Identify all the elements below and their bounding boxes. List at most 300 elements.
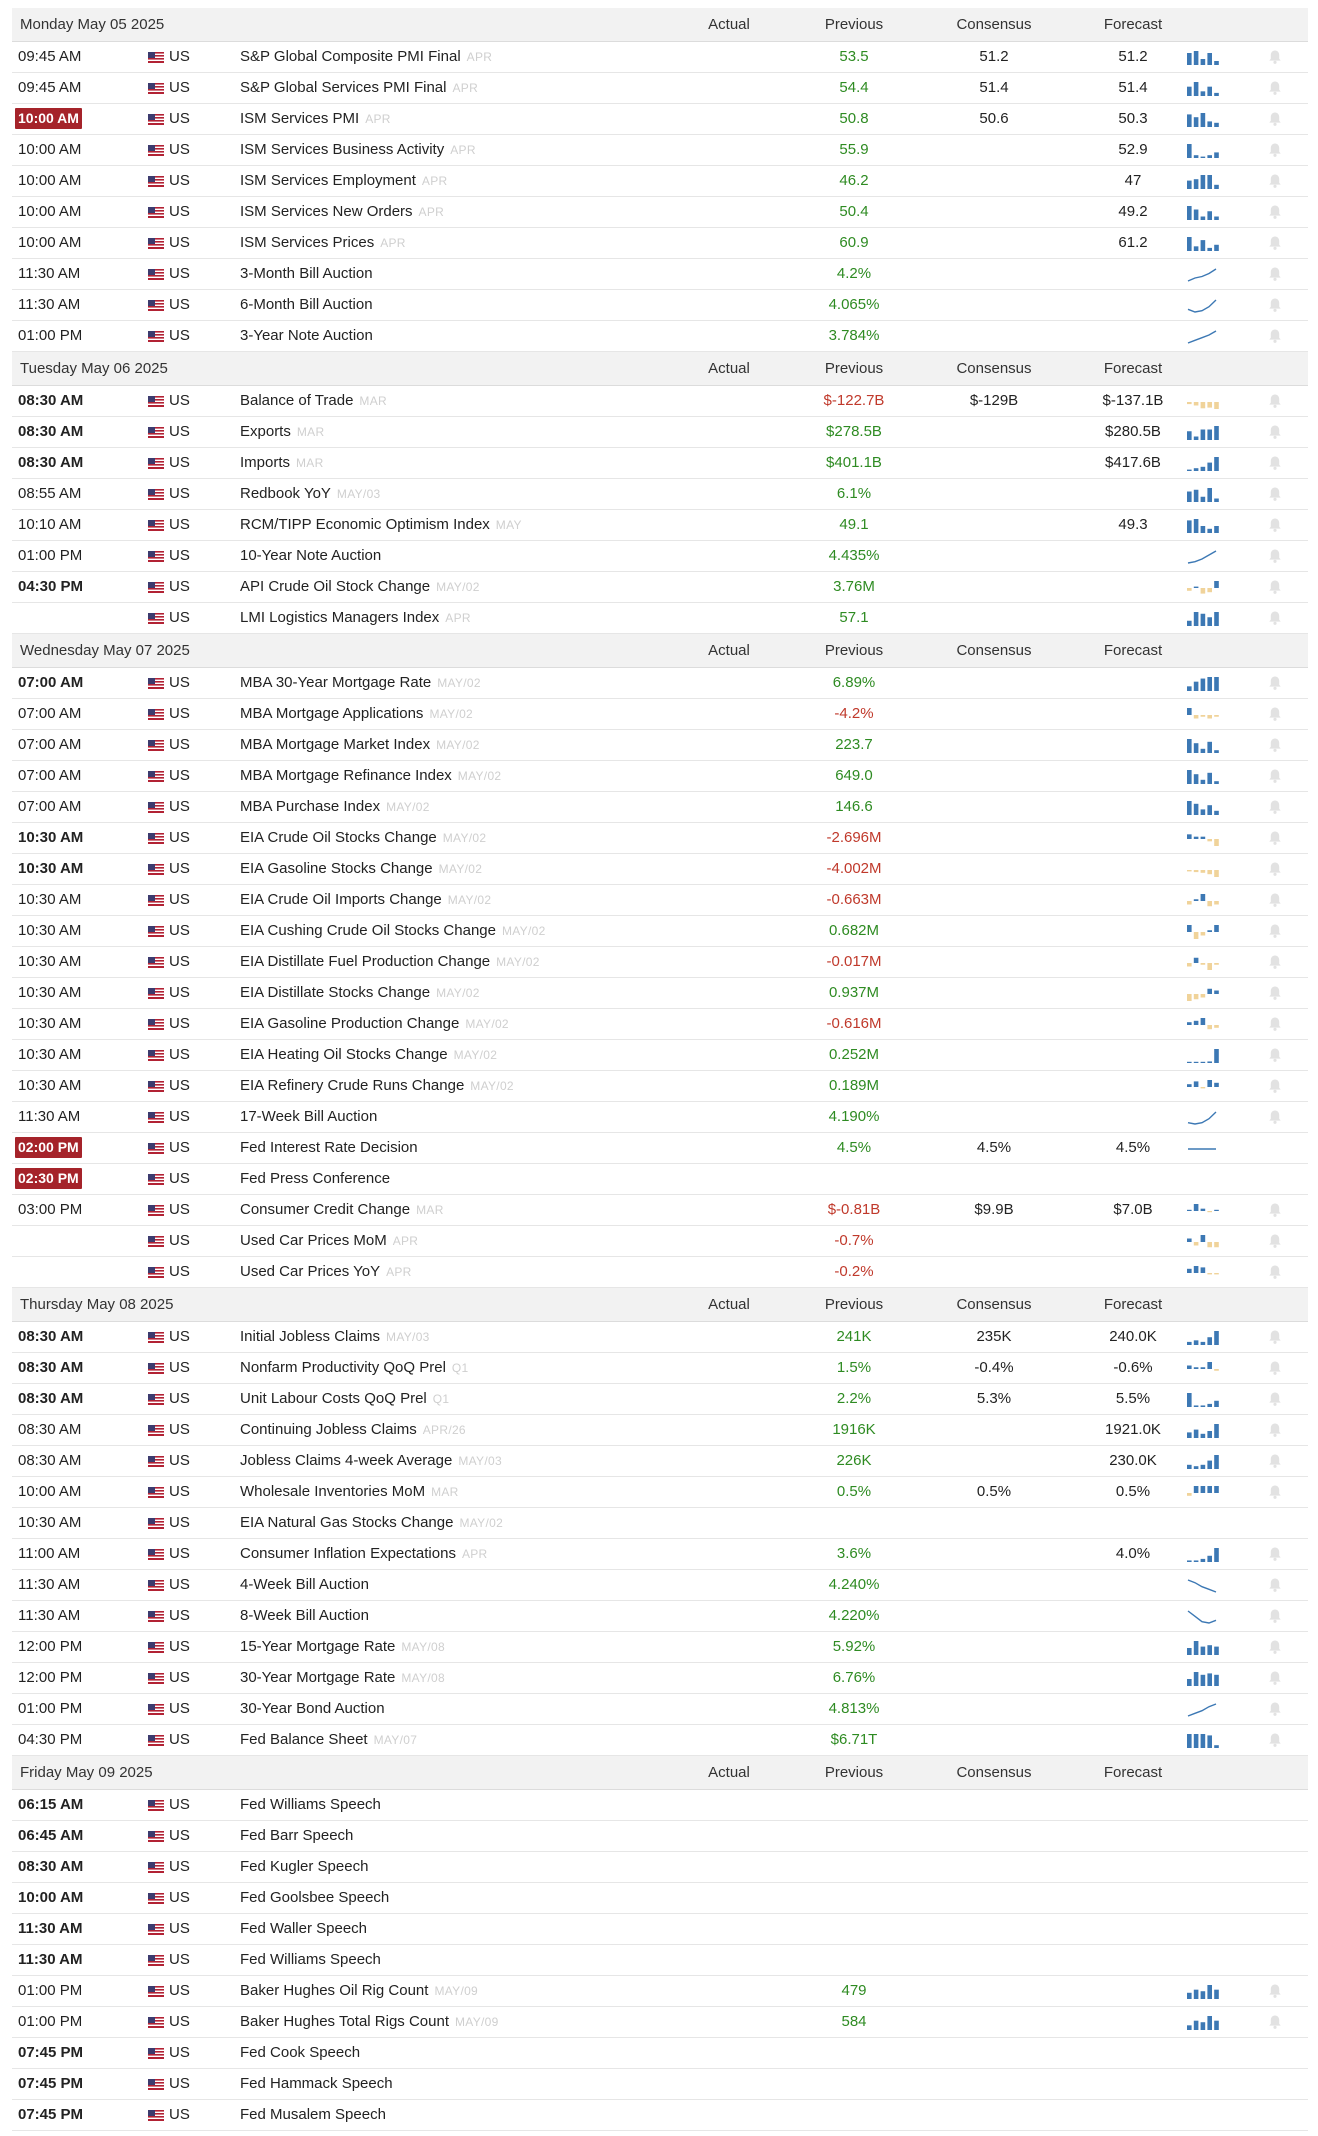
sparkline-chart[interactable] xyxy=(1186,394,1220,410)
sparkline-chart[interactable] xyxy=(1186,1361,1220,1377)
sparkline-chart[interactable] xyxy=(1186,1454,1220,1470)
bell-icon[interactable] xyxy=(1268,204,1282,220)
us-flag-icon xyxy=(148,988,164,999)
bell-icon[interactable] xyxy=(1268,2014,1282,2030)
column-header-consensus[interactable]: Consensus xyxy=(956,360,1032,377)
event-row[interactable] xyxy=(12,1821,1308,1852)
bell-icon[interactable] xyxy=(1268,768,1282,784)
column-header-consensus[interactable]: Consensus xyxy=(956,1296,1032,1313)
event-row[interactable] xyxy=(12,1071,1308,1102)
event-row[interactable] xyxy=(12,42,1308,73)
event-row[interactable] xyxy=(12,228,1308,259)
event-reference: MAY/02 xyxy=(453,1048,498,1062)
sparkline-chart[interactable] xyxy=(1186,267,1220,283)
column-header-previous[interactable]: Previous xyxy=(824,360,884,377)
us-flag-icon xyxy=(148,427,164,438)
event-row[interactable] xyxy=(12,1195,1308,1226)
event-row[interactable] xyxy=(12,541,1308,572)
bell-icon[interactable] xyxy=(1268,892,1282,908)
bell-icon[interactable] xyxy=(1268,297,1282,313)
bell-icon[interactable] xyxy=(1268,1732,1282,1748)
event-row[interactable] xyxy=(12,104,1308,135)
sparkline-chart[interactable] xyxy=(1186,893,1220,909)
event-name-link[interactable]: EIA Crude Oil Imports Change xyxy=(240,891,442,908)
column-header-previous[interactable]: Previous xyxy=(824,16,884,33)
column-header-actual[interactable]: Actual xyxy=(708,1296,750,1313)
event-name-link[interactable]: EIA Distillate Fuel Production Change xyxy=(240,953,491,970)
event-row[interactable] xyxy=(12,417,1308,448)
bell-icon[interactable] xyxy=(1268,548,1282,564)
event-row[interactable] xyxy=(12,947,1308,978)
sparkline-bar xyxy=(1194,1560,1199,1562)
event-name-link[interactable]: MBA Mortgage Market Index xyxy=(240,736,431,753)
event-row[interactable] xyxy=(12,699,1308,730)
bell-icon[interactable] xyxy=(1268,1422,1282,1438)
sparkline-chart[interactable] xyxy=(1186,862,1220,878)
sparkline-chart[interactable] xyxy=(1186,81,1220,97)
bell-icon[interactable] xyxy=(1268,1639,1282,1655)
event-row[interactable] xyxy=(12,823,1308,854)
event-row[interactable] xyxy=(12,1257,1308,1288)
event-row[interactable] xyxy=(12,1539,1308,1570)
sparkline-chart[interactable] xyxy=(1186,1203,1220,1219)
event-name-link[interactable]: Unit Labour Costs QoQ Prel xyxy=(240,1390,427,1407)
column-header-actual[interactable]: Actual xyxy=(708,1764,750,1781)
sparkline-chart[interactable] xyxy=(1186,707,1220,723)
sparkline-bar xyxy=(1207,1985,1212,1999)
bell-icon[interactable] xyxy=(1268,1577,1282,1593)
sparkline-chart[interactable] xyxy=(1186,1048,1220,1064)
event-row[interactable] xyxy=(12,603,1308,634)
event-name-link[interactable]: EIA Heating Oil Stocks Change xyxy=(240,1046,448,1063)
event-row[interactable] xyxy=(12,761,1308,792)
event-row[interactable] xyxy=(12,510,1308,541)
event-name-link[interactable]: EIA Crude Oil Stocks Change xyxy=(240,829,437,846)
sparkline-chart[interactable] xyxy=(1186,1733,1220,1749)
event-name-link[interactable]: EIA Distillate Stocks Change xyxy=(240,984,431,1001)
event-name-link[interactable]: Redbook YoY xyxy=(240,485,331,502)
event-row[interactable] xyxy=(12,1446,1308,1477)
event-name-link[interactable]: ISM Services Business Activity xyxy=(240,141,445,158)
event-name-link[interactable]: MBA Mortgage Refinance Index xyxy=(240,767,452,784)
sparkline-bar xyxy=(1201,1991,1206,1999)
sparkline-chart[interactable] xyxy=(1186,769,1220,785)
sparkline-bar xyxy=(1187,1062,1192,1063)
column-header-previous[interactable]: Previous xyxy=(824,642,884,659)
sparkline-bar xyxy=(1207,463,1212,471)
event-name-link[interactable]: EIA Refinery Crude Runs Change xyxy=(240,1077,465,1094)
bell-icon[interactable] xyxy=(1268,1047,1282,1063)
sparkline-chart[interactable] xyxy=(1186,1640,1220,1656)
bell-icon[interactable] xyxy=(1268,799,1282,815)
event-name-link[interactable]: 15-Year Mortgage Rate xyxy=(240,1638,396,1655)
sparkline-chart[interactable] xyxy=(1186,1609,1220,1625)
bell-icon[interactable] xyxy=(1268,80,1282,96)
sparkline-bar xyxy=(1207,175,1212,189)
sparkline-chart[interactable] xyxy=(1186,1392,1220,1408)
event-previous: 0.5% xyxy=(836,1483,872,1500)
event-row[interactable] xyxy=(12,792,1308,823)
event-country: US xyxy=(169,578,190,595)
sparkline-bar xyxy=(1201,2022,1206,2030)
event-row[interactable] xyxy=(12,1477,1308,1508)
bell-icon[interactable] xyxy=(1268,1078,1282,1094)
bell-icon[interactable] xyxy=(1268,610,1282,626)
event-name-link[interactable]: Fed Press Conference xyxy=(240,1170,391,1187)
event-row[interactable] xyxy=(12,1226,1308,1257)
event-name-link[interactable]: Used Car Prices YoY xyxy=(240,1263,381,1280)
column-header-consensus[interactable]: Consensus xyxy=(956,1764,1032,1781)
column-header-actual[interactable]: Actual xyxy=(708,360,750,377)
event-name-link[interactable]: MBA Mortgage Applications xyxy=(240,705,424,722)
event-row[interactable] xyxy=(12,1415,1308,1446)
event-name-link[interactable]: Fed Cook Speech xyxy=(240,2044,361,2061)
sparkline-chart[interactable] xyxy=(1186,611,1220,627)
sparkline-chart[interactable] xyxy=(1186,205,1220,221)
sparkline-bar xyxy=(1194,1734,1199,1748)
sparkline-chart[interactable] xyxy=(1186,1141,1220,1157)
column-header-forecast[interactable]: Forecast xyxy=(1103,1296,1163,1313)
event-row[interactable] xyxy=(12,1102,1308,1133)
sparkline-chart[interactable] xyxy=(1186,487,1220,503)
sparkline-chart[interactable] xyxy=(1186,518,1220,534)
event-row[interactable] xyxy=(12,978,1308,1009)
event-row[interactable] xyxy=(12,1663,1308,1694)
column-header-forecast[interactable]: Forecast xyxy=(1103,360,1163,377)
column-header-previous[interactable]: Previous xyxy=(824,1296,884,1313)
event-row[interactable] xyxy=(12,73,1308,104)
event-row[interactable] xyxy=(12,166,1308,197)
event-reference: MAR xyxy=(359,394,387,408)
us-flag-icon xyxy=(148,1580,164,1591)
sparkline-chart[interactable] xyxy=(1186,1984,1220,2000)
sparkline-chart[interactable] xyxy=(1186,1423,1220,1439)
event-row[interactable] xyxy=(12,668,1308,699)
sparkline-bar xyxy=(1207,1080,1212,1087)
event-country: US xyxy=(169,1263,190,1280)
bell-icon[interactable] xyxy=(1268,1983,1282,1999)
event-row[interactable] xyxy=(12,1508,1308,1539)
bell-icon[interactable] xyxy=(1268,1202,1282,1218)
bell-icon[interactable] xyxy=(1268,173,1282,189)
event-name-link[interactable]: MBA 30-Year Mortgage Rate xyxy=(240,674,432,691)
day-date: Thursday May 08 2025 xyxy=(20,1296,174,1313)
event-name-link[interactable]: Baker Hughes Oil Rig Count xyxy=(240,1982,429,1999)
event-row[interactable] xyxy=(12,1133,1308,1164)
column-header-consensus[interactable]: Consensus xyxy=(956,642,1032,659)
event-country: US xyxy=(169,265,190,282)
event-name-link[interactable]: Fed Waller Speech xyxy=(240,1920,368,1937)
event-name-link[interactable]: EIA Gasoline Production Change xyxy=(240,1015,460,1032)
sparkline-chart[interactable] xyxy=(1186,50,1220,66)
bell-icon[interactable] xyxy=(1268,1109,1282,1125)
sparkline-chart[interactable] xyxy=(1186,955,1220,971)
event-forecast: 47 xyxy=(1124,172,1142,189)
sparkline-chart[interactable] xyxy=(1186,580,1220,596)
event-name-link[interactable]: API Crude Oil Stock Change xyxy=(240,578,431,595)
event-row[interactable] xyxy=(12,1632,1308,1663)
sparkline-chart[interactable] xyxy=(1186,1547,1220,1563)
event-name-link[interactable]: 6-Month Bill Auction xyxy=(240,296,373,313)
column-header-previous[interactable]: Previous xyxy=(824,1764,884,1781)
bell-icon[interactable] xyxy=(1268,923,1282,939)
sparkline-bar xyxy=(1214,1647,1219,1655)
column-header-forecast[interactable]: Forecast xyxy=(1103,1764,1163,1781)
bell-icon[interactable] xyxy=(1268,486,1282,502)
sparkline-chart[interactable] xyxy=(1186,800,1220,816)
sparkline-chart[interactable] xyxy=(1186,1330,1220,1346)
sparkline-chart[interactable] xyxy=(1186,1702,1220,1718)
sparkline-bar xyxy=(1194,715,1199,719)
column-header-forecast[interactable]: Forecast xyxy=(1103,16,1163,33)
us-flag-icon xyxy=(148,802,164,813)
event-name-link[interactable]: 10-Year Note Auction xyxy=(240,547,382,564)
event-row[interactable] xyxy=(12,2038,1308,2069)
event-row[interactable] xyxy=(12,2069,1308,2100)
bell-icon[interactable] xyxy=(1268,266,1282,282)
bell-icon[interactable] xyxy=(1268,737,1282,753)
sparkline-chart[interactable] xyxy=(1186,1110,1220,1126)
event-previous: 584 xyxy=(841,2013,867,2030)
event-name-link[interactable]: 4-Week Bill Auction xyxy=(240,1576,369,1593)
event-row[interactable] xyxy=(12,1384,1308,1415)
event-row[interactable] xyxy=(12,1601,1308,1632)
sparkline-chart[interactable] xyxy=(1186,298,1220,314)
bell-icon[interactable] xyxy=(1268,1264,1282,1280)
sparkline-chart[interactable] xyxy=(1186,456,1220,472)
bell-icon[interactable] xyxy=(1268,985,1282,1001)
event-row[interactable] xyxy=(12,1945,1308,1976)
sparkline-line xyxy=(1188,269,1216,281)
event-name-link[interactable]: ISM Services New Orders xyxy=(240,203,413,220)
sparkline-bar xyxy=(1207,1645,1212,1655)
sparkline-bar xyxy=(1207,677,1212,691)
bell-icon[interactable] xyxy=(1268,455,1282,471)
bell-icon[interactable] xyxy=(1268,706,1282,722)
event-country: US xyxy=(169,922,190,939)
sparkline-chart[interactable] xyxy=(1186,174,1220,190)
event-row[interactable] xyxy=(12,197,1308,228)
event-name-link[interactable]: 30-Year Mortgage Rate xyxy=(240,1669,396,1686)
event-row[interactable] xyxy=(12,1353,1308,1384)
event-reference: MAR xyxy=(416,1203,444,1217)
sparkline-chart[interactable] xyxy=(1186,1671,1220,1687)
bell-icon[interactable] xyxy=(1268,111,1282,127)
bell-icon[interactable] xyxy=(1268,1484,1282,1500)
sparkline-chart[interactable] xyxy=(1186,1265,1220,1281)
sparkline-chart[interactable] xyxy=(1186,112,1220,128)
sparkline-bar xyxy=(1201,1062,1206,1063)
event-row[interactable] xyxy=(12,1852,1308,1883)
event-name-link[interactable]: LMI Logistics Managers Index xyxy=(240,609,440,626)
column-header-actual[interactable]: Actual xyxy=(708,16,750,33)
event-name-link[interactable]: 3-Month Bill Auction xyxy=(240,265,373,282)
sparkline-chart[interactable] xyxy=(1186,676,1220,692)
sparkline-chart[interactable] xyxy=(1186,1578,1220,1594)
event-name-link[interactable]: Fed Williams Speech xyxy=(240,1951,381,1968)
event-previous: 0.189M xyxy=(828,1077,880,1094)
event-name-link[interactable]: ISM Services PMI xyxy=(240,110,360,127)
event-name-link[interactable]: RCM/TIPP Economic Optimism Index xyxy=(240,516,490,533)
bell-icon[interactable] xyxy=(1268,1670,1282,1686)
bell-icon[interactable] xyxy=(1268,579,1282,595)
column-header-forecast[interactable]: Forecast xyxy=(1103,642,1163,659)
event-row[interactable] xyxy=(12,1725,1308,1756)
event-reference: MAY/02 xyxy=(447,893,492,907)
event-time: 04:30 PM xyxy=(18,578,84,595)
bell-icon[interactable] xyxy=(1268,1360,1282,1376)
bell-icon[interactable] xyxy=(1268,1701,1282,1717)
event-name-link[interactable]: 3-Year Note Auction xyxy=(240,327,373,344)
bell-icon[interactable] xyxy=(1268,142,1282,158)
event-name-link[interactable]: Exports xyxy=(240,423,291,440)
event-name-link[interactable]: Baker Hughes Total Rigs Count xyxy=(240,2013,450,2030)
event-name-link[interactable]: EIA Gasoline Stocks Change xyxy=(240,860,433,877)
sparkline-bar xyxy=(1194,1204,1199,1211)
event-row[interactable] xyxy=(12,386,1308,417)
event-row[interactable] xyxy=(12,1694,1308,1725)
column-header-consensus[interactable]: Consensus xyxy=(956,16,1032,33)
event-name-link[interactable]: Initial Jobless Claims xyxy=(240,1328,381,1345)
event-row[interactable] xyxy=(12,479,1308,510)
event-name-link[interactable]: 8-Week Bill Auction xyxy=(240,1607,369,1624)
event-name-link[interactable]: Fed Goolsbee Speech xyxy=(240,1889,390,1906)
sparkline-bar xyxy=(1207,1431,1212,1438)
sparkline-chart[interactable] xyxy=(1186,924,1220,940)
event-name-link[interactable]: Balance of Trade xyxy=(240,392,354,409)
event-country: US xyxy=(169,1201,190,1218)
event-name-link[interactable]: ISM Services Prices xyxy=(240,234,375,251)
sparkline-chart[interactable] xyxy=(1186,236,1220,252)
sparkline-chart[interactable] xyxy=(1186,831,1220,847)
event-name-link[interactable]: EIA Cushing Crude Oil Stocks Change xyxy=(240,922,496,939)
column-header-actual[interactable]: Actual xyxy=(708,642,750,659)
bell-icon[interactable] xyxy=(1268,675,1282,691)
bell-icon[interactable] xyxy=(1268,1016,1282,1032)
sparkline-chart[interactable] xyxy=(1186,1234,1220,1250)
event-name-link[interactable]: Fed Williams Speech xyxy=(240,1796,381,1813)
bell-icon[interactable] xyxy=(1268,1546,1282,1562)
event-row[interactable] xyxy=(12,1976,1308,2007)
event-country: US xyxy=(169,891,190,908)
bell-icon[interactable] xyxy=(1268,235,1282,251)
sparkline-chart[interactable] xyxy=(1186,1485,1220,1501)
sparkline-chart[interactable] xyxy=(1186,1017,1220,1033)
event-name-link[interactable]: EIA Natural Gas Stocks Change xyxy=(240,1514,454,1531)
event-name-link[interactable]: Used Car Prices MoM xyxy=(240,1232,387,1249)
bell-icon[interactable] xyxy=(1268,49,1282,65)
sparkline-chart[interactable] xyxy=(1186,738,1220,754)
event-name-link[interactable]: Imports xyxy=(240,454,291,471)
event-name-link[interactable]: Consumer Credit Change xyxy=(240,1201,411,1218)
us-flag-icon xyxy=(148,1205,164,1216)
us-flag-icon xyxy=(148,1019,164,1030)
event-row[interactable] xyxy=(12,2007,1308,2038)
sparkline-chart[interactable] xyxy=(1186,549,1220,565)
event-name-link[interactable]: MBA Purchase Index xyxy=(240,798,381,815)
event-row[interactable] xyxy=(12,135,1308,166)
bell-icon[interactable] xyxy=(1268,424,1282,440)
event-row[interactable] xyxy=(12,448,1308,479)
event-row[interactable] xyxy=(12,1040,1308,1071)
event-name-link[interactable]: Fed Musalem Speech xyxy=(240,2106,386,2123)
event-name-link[interactable]: Wholesale Inventories MoM xyxy=(240,1483,426,1500)
event-name-link[interactable]: ISM Services Employment xyxy=(240,172,416,189)
event-row[interactable] xyxy=(12,321,1308,352)
event-row[interactable] xyxy=(12,1570,1308,1601)
event-row[interactable] xyxy=(12,1790,1308,1821)
sparkline-chart[interactable] xyxy=(1186,425,1220,441)
event-row[interactable] xyxy=(12,1164,1308,1195)
sparkline-chart[interactable] xyxy=(1186,1079,1220,1095)
event-name-link[interactable]: Fed Hammack Speech xyxy=(240,2075,393,2092)
sparkline-chart[interactable] xyxy=(1186,986,1220,1002)
event-name-link[interactable]: Fed Interest Rate Decision xyxy=(240,1139,418,1156)
bell-icon[interactable] xyxy=(1268,830,1282,846)
event-reference: Q1 xyxy=(432,1392,450,1406)
us-flag-icon xyxy=(148,1456,164,1467)
event-forecast: $7.0B xyxy=(1113,1201,1153,1218)
event-row[interactable] xyxy=(12,1009,1308,1040)
bell-icon[interactable] xyxy=(1268,1453,1282,1469)
event-name-link[interactable]: Consumer Inflation Expectations xyxy=(240,1545,456,1562)
bell-icon[interactable] xyxy=(1268,1329,1282,1345)
sparkline-bar xyxy=(1207,211,1212,220)
bell-icon[interactable] xyxy=(1268,393,1282,409)
bell-icon[interactable] xyxy=(1268,517,1282,533)
event-row[interactable] xyxy=(12,290,1308,321)
event-name-link[interactable]: S&P Global Composite PMI Final xyxy=(240,48,461,65)
bell-icon[interactable] xyxy=(1268,954,1282,970)
us-flag-icon xyxy=(148,864,164,875)
event-row[interactable] xyxy=(12,572,1308,603)
event-row[interactable] xyxy=(12,916,1308,947)
sparkline-bar xyxy=(1187,237,1192,251)
event-row[interactable] xyxy=(12,730,1308,761)
event-name-link[interactable]: 30-Year Bond Auction xyxy=(240,1700,385,1717)
bell-icon[interactable] xyxy=(1268,1391,1282,1407)
event-name-link[interactable]: S&P Global Services PMI Final xyxy=(240,79,447,96)
sparkline-bar xyxy=(1214,925,1219,932)
us-flag-icon xyxy=(148,520,164,531)
sparkline-chart[interactable] xyxy=(1186,143,1220,159)
bell-icon[interactable] xyxy=(1268,861,1282,877)
us-flag-icon xyxy=(148,1081,164,1092)
event-row[interactable] xyxy=(12,1883,1308,1914)
event-name-link[interactable]: Fed Balance Sheet xyxy=(240,1731,368,1748)
event-row[interactable] xyxy=(12,885,1308,916)
event-row[interactable] xyxy=(12,259,1308,290)
event-name-link[interactable]: Fed Kugler Speech xyxy=(240,1858,369,1875)
us-flag-icon xyxy=(148,1611,164,1622)
sparkline-chart[interactable] xyxy=(1186,329,1220,345)
event-row[interactable] xyxy=(12,1322,1308,1353)
sparkline-chart[interactable] xyxy=(1186,2015,1220,2031)
event-name-link[interactable]: Jobless Claims 4-week Average xyxy=(240,1452,453,1469)
event-country: US xyxy=(169,1889,190,1906)
event-row[interactable] xyxy=(12,854,1308,885)
bell-icon[interactable] xyxy=(1268,1608,1282,1624)
event-name-link[interactable]: Nonfarm Productivity QoQ Prel xyxy=(240,1359,446,1376)
event-row[interactable] xyxy=(12,2100,1308,2131)
event-name-link[interactable]: 17-Week Bill Auction xyxy=(240,1108,378,1125)
event-name-link[interactable]: Continuing Jobless Claims xyxy=(240,1421,417,1438)
event-name-link[interactable]: Fed Barr Speech xyxy=(240,1827,354,1844)
event-row[interactable] xyxy=(12,1914,1308,1945)
bell-icon[interactable] xyxy=(1268,328,1282,344)
bell-icon[interactable] xyxy=(1268,1233,1282,1249)
sparkline-bar xyxy=(1187,206,1192,220)
